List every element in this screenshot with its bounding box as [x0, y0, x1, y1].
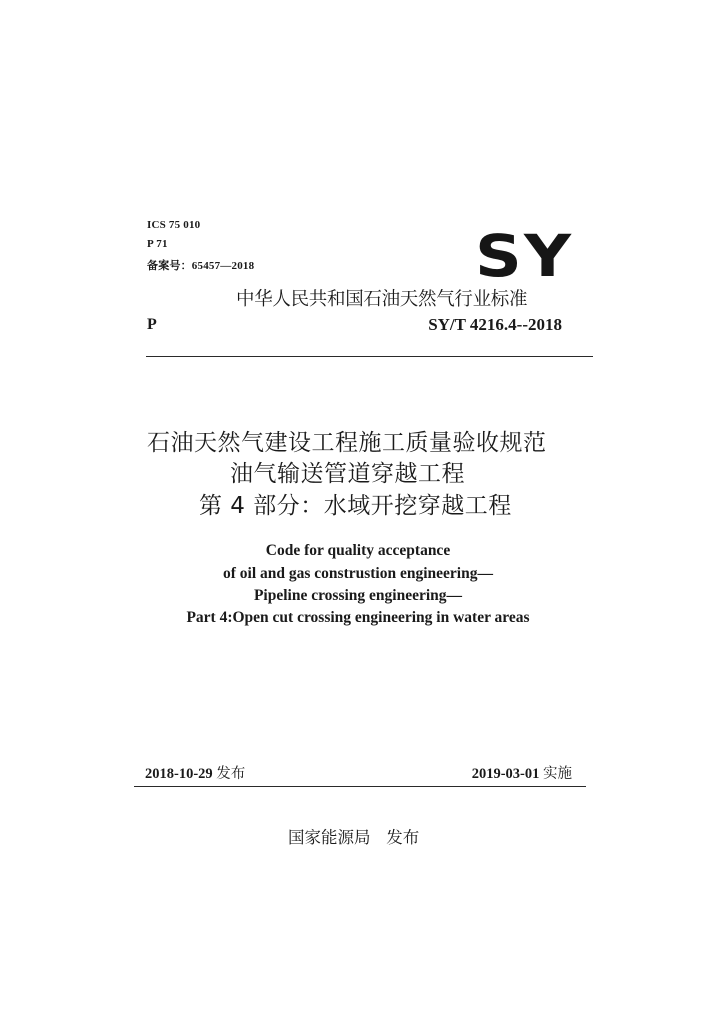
ics-code: ICS 75 010: [147, 219, 201, 231]
title-zh-line-1: 石油天然气建设工程施工质量验收规范: [147, 430, 547, 456]
issue-date: [145, 762, 245, 783]
implementation-date-value: 2019-03-01: [471, 766, 540, 782]
implementation-label: 实施: [543, 766, 572, 782]
title-en-line-3: Pipeline crossing engineering—: [253, 587, 463, 604]
filing-number: 备案号：65457—2018: [147, 260, 255, 272]
publisher: [288, 824, 419, 848]
sy-logo: SY: [475, 222, 574, 290]
title-en-line-2: of oil and gas construstion engineering—: [223, 565, 493, 582]
industry-standard-heading: 中华人民共和国石油天然气行业标准: [236, 289, 528, 310]
title-en-line-4: Part 4:Open cut crossing engineering in water areas: [186, 609, 530, 626]
top-divider: [146, 356, 593, 357]
implementation-date: [472, 762, 572, 783]
title-en-line-1: Code for quality acceptance: [265, 542, 451, 559]
publisher-action: 发布: [386, 828, 420, 847]
title-zh-line-3: 第 4 部分：水域开挖穿越工程: [199, 493, 512, 519]
title-zh-line-2: 油气输送管道穿越工程: [230, 461, 465, 487]
category-letter: P: [147, 316, 157, 333]
bottom-divider: [134, 786, 586, 787]
ccs-code: P 71: [147, 238, 168, 250]
publisher-name: 国家能源局: [288, 828, 371, 847]
issue-date-value: 2018-10-29: [145, 766, 213, 782]
issue-label: 发布: [216, 766, 246, 782]
standard-number: SY/T 4216.4--2018: [428, 315, 562, 334]
